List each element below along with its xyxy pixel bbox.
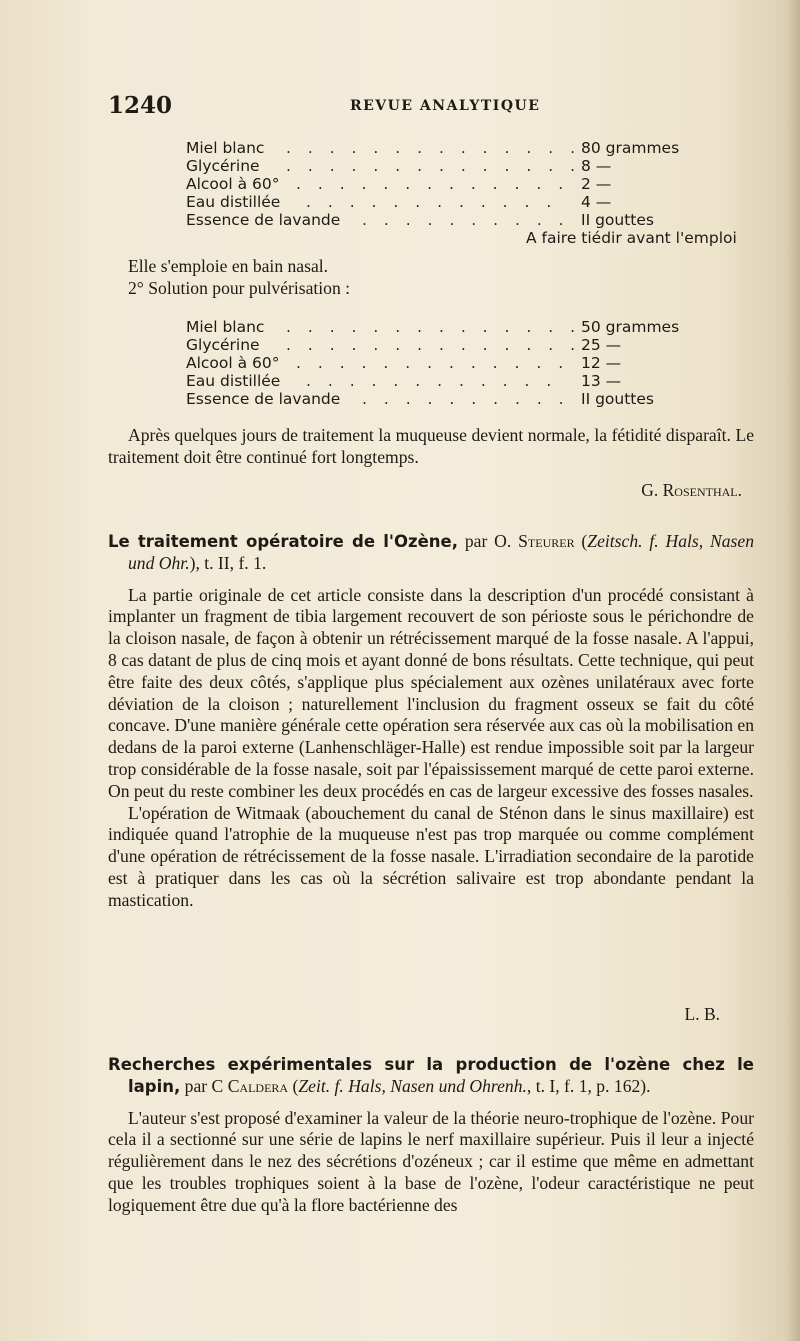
article-2-heading	[108, 1054, 754, 1098]
ingredient-qty: 8 —	[581, 157, 612, 175]
recipe-row	[186, 211, 706, 229]
article-2	[108, 1054, 754, 1217]
recipe-row	[186, 193, 706, 211]
recipe-row	[186, 354, 706, 372]
article-2-by: par C	[180, 1075, 228, 1096]
ingredient-name: Alcool à 60°	[186, 175, 280, 193]
recipe-row	[186, 372, 706, 390]
page-number: 1240	[108, 92, 173, 119]
signature-rosenthal: G. Rosenthal.	[641, 480, 742, 500]
article-1-heading	[108, 531, 754, 575]
page-edge-shadow	[786, 0, 800, 1341]
article-1-author: Steurer	[518, 531, 575, 551]
ingredient-name: Alcool à 60°	[186, 354, 280, 372]
leader-dots: . . . . . . . . . . . .	[306, 372, 558, 390]
leader-dots: . . . . . . . . . . . . . .	[286, 336, 582, 354]
paragraph-block-2	[108, 425, 754, 469]
ingredient-name: Eau distillée	[186, 372, 281, 390]
ingredient-name: Essence de lavande	[186, 390, 341, 408]
ingredient-qty: 2 —	[581, 175, 612, 193]
article-1-journal: Zeitsch. f. Hals, Nasen und Ohr.	[128, 531, 754, 573]
leader-dots: . . . . . . . . . . . . .	[296, 354, 570, 372]
ingredient-name: Glycérine	[186, 336, 260, 354]
article-1-title: Le traitement opératoire de l'Ozène,	[108, 532, 458, 551]
recipe-table-2	[186, 318, 706, 408]
leader-dots: . . . . . . . . . .	[362, 390, 570, 408]
article-1-paragraph-1: La partie originale de cet article consiste dans la description d'un procédé consistant à implanter un fragment de tibia largement recouvert de son périoste sous le périchondre de la cloison nasale, de façon à obtenir un rétrécissement marqué de la fosse nasale. A l'appui, 8 cas datant de plus de cinq mois et ayant donné de bons résultats. Cette technique, qui peut être faite des deux côtés, s'applique plus spécialement aux ozènes unilatéraux avec forte déviation de la cloison ; naturellement l'inclusion du fragment osseux se fait du côté concave. D'une manière générale cette opération sera réservée aux cas où la mobilisation en dedans de la paroi externe (Lanhenschläger-Halle) est rendue impossible soit par la largeur trop considérable de la fosse nasale, soit par l'épaississement marqué de cette paroi externe. On peut du reste combiner les deux procédés en cas de largeur excessive des fosses nasales.	[108, 584, 755, 801]
recipe-row	[186, 336, 706, 354]
article-1-paragraph-2: L'opération de Witmaak (abouchement du canal de Sténon dans le sinus maxillaire) est indiquée quand l'atrophie de la muqueuse n'est pas trop marquée ou comme complément d'une opération de rétrécissement de la fosse nasale. L'irradiation secondaire de la parotide est à pratiquer dans les cas où la sécrétion salivaire est trop abondante pendant la mastication.	[108, 802, 754, 910]
running-title: REVUE ANALYTIQUE	[350, 98, 541, 114]
article-2-journal: Zeit. f. Hals, Nasen und Ohrenh.	[298, 1075, 527, 1096]
ingredient-qty: 50 grammes	[581, 318, 680, 336]
leader-dots: . . . . . . . . . . . . . .	[286, 157, 582, 175]
ingredient-qty: 25 —	[581, 336, 622, 354]
leader-dots: . . . . . . . . . . . . . .	[286, 139, 582, 157]
ingredient-qty: 80 grammes	[581, 139, 680, 157]
ingredient-name: Essence de lavande	[186, 211, 341, 229]
article-2-paragraph-1: L'auteur s'est proposé d'examiner la valeur de la théorie neuro-trophique de l'ozène. Pour cela il a sectionné sur une série de lapins le nerf maxillaire supérieur. Puis il leur a injecté régulièrement dans le nez des sécrétions d'ozéneux ; car il estime que même en admettant que les troubles trophiques soient à la base de l'ozène, l'odeur caractéristique ne peut logiquement être due qu'à la flore bactérienne des	[108, 1107, 754, 1215]
recipe-row	[186, 390, 706, 408]
article-1-ref-close: ), t. II, f. 1.	[189, 552, 267, 573]
recipe-note: A faire tiédir avant l'emploi	[526, 229, 737, 247]
article-2-ref-open: (	[288, 1075, 299, 1096]
signature-lb: L. B.	[684, 1004, 720, 1024]
ingredient-qty: II gouttes	[581, 390, 654, 408]
ingredient-name: Miel blanc	[186, 139, 265, 157]
recipe-row	[186, 139, 706, 157]
ingredient-qty: 12 —	[581, 354, 622, 372]
ingredient-qty: 13 —	[581, 372, 622, 390]
page-header	[0, 92, 800, 122]
recipe-note-row	[186, 229, 737, 247]
article-1-ref-open: (	[574, 531, 588, 551]
ingredient-qty: II gouttes	[581, 211, 654, 229]
article-1-by: par O.	[457, 531, 519, 551]
leader-dots: . . . . . . . . . . . . . .	[286, 318, 582, 336]
ingredient-name: Glycérine	[186, 157, 260, 175]
article-2-title: Recherches expérimentales sur la production de l'ozène chez le lapin,	[108, 1055, 754, 1096]
recipe-row	[186, 318, 706, 336]
recipe-table-1	[186, 139, 737, 247]
paragraph-solution: 2° Solution pour pulvérisation :	[128, 277, 351, 298]
article-2-author: Caldera	[227, 1075, 289, 1096]
leader-dots: . . . . . . . . . . . . .	[296, 175, 570, 193]
paragraph-bain: Elle s'emploie en bain nasal.	[128, 256, 329, 276]
recipe-row	[186, 175, 706, 193]
leader-dots: . . . . . . . . . .	[362, 211, 570, 229]
leader-dots: . . . . . . . . . . . .	[306, 193, 558, 211]
article-1	[108, 531, 754, 912]
recipe-row	[186, 157, 706, 175]
ingredient-qty: 4 —	[581, 193, 612, 211]
ingredient-name: Eau distillée	[186, 193, 281, 211]
article-2-ref-close: , t. I, f. 1, p. 162).	[526, 1075, 651, 1096]
ingredient-name: Miel blanc	[186, 318, 265, 336]
paragraph-block-1	[108, 256, 754, 300]
paragraph-apres: Après quelques jours de traitement la muqueuse devient normale, la fétidité disparaît. Le traitement doit être continué fort longtemps.	[108, 425, 754, 467]
